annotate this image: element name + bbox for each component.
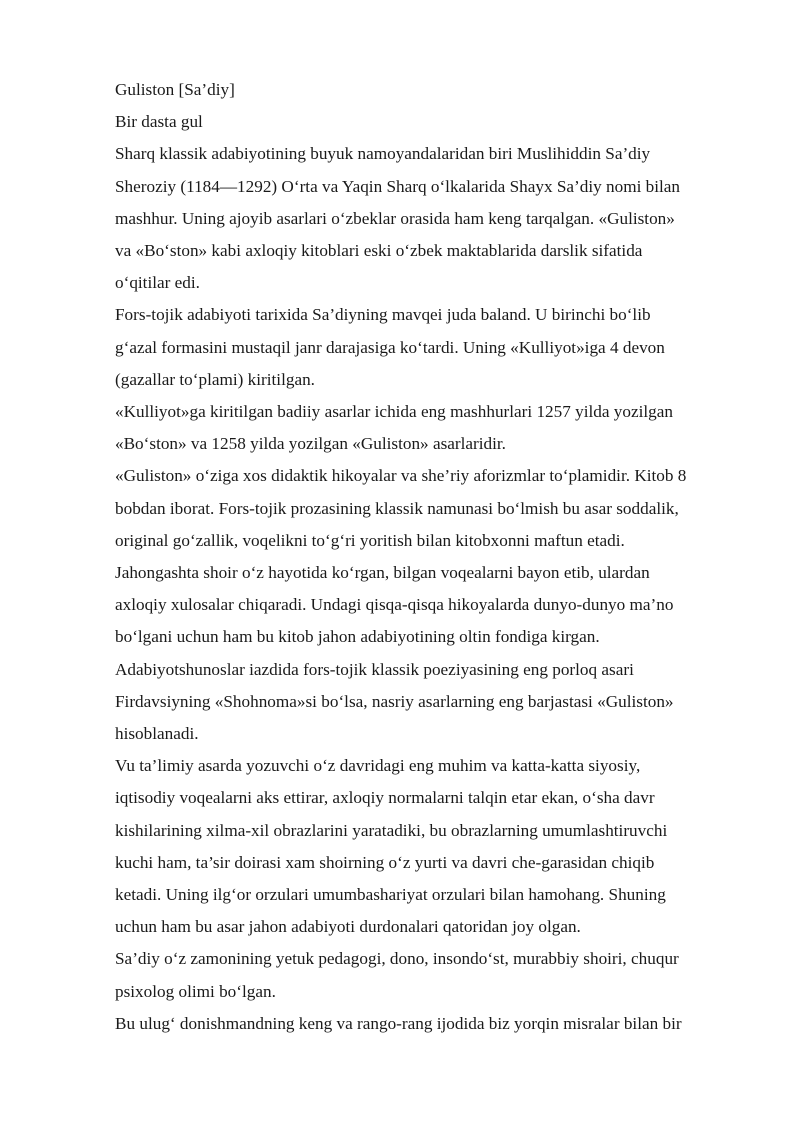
text-line: ketadi. Uning ilg‘or orzulari umumbashariyat orzulari bilan hamohang. Shuning bbox=[115, 885, 666, 905]
text-line: «Guliston» o‘ziga xos didaktik hikoyalar va she’riy aforizmlar to‘plamidir. Kitob 8 bbox=[115, 466, 687, 486]
text-line: psixolog olimi bo‘lgan. bbox=[115, 981, 276, 1001]
text-line: kishilarining xilma-xil obrazlarini yaratadiki, bu obrazlarning umumlashtiruvchi bbox=[115, 820, 668, 840]
text-line: bo‘lgani uchun ham bu kitob jahon adabiyotining oltin fondiga kirgan. bbox=[115, 627, 600, 647]
text-line: uchun ham bu asar jahon adabiyoti durdonalari qatoridan joy olgan. bbox=[115, 917, 581, 937]
text-line: Firdavsiyning «Shohnoma»si bo‘lsa, nasriy asarlarning eng barjastasi «Guliston» bbox=[115, 691, 674, 711]
text-line: Bu ulug‘ donishmandning keng va rango-rang ijodida biz yorqin misralar bilan bir bbox=[115, 1013, 682, 1033]
text-line: g‘azal formasini mustaqil janr darajasiga ko‘tardi. Uning «Kulliyot»iga 4 devon bbox=[115, 337, 665, 357]
text-line: «Kulliyot»ga kiritilgan badiiy asarlar ichida eng mashhurlari 1257 yilda yozilgan bbox=[115, 402, 673, 422]
text-line: (gazallar to‘plami) kiritilgan. bbox=[115, 369, 315, 389]
text-line: va «Bo‘ston» kabi axloqiy kitoblari eski o‘zbek maktablarida darslik sifatida bbox=[115, 241, 643, 261]
document-title: Guliston [Sa’diy] bbox=[115, 80, 235, 99]
text-line: Fors-tojik adabiyoti tarixida Sa’diyning mavqei juda baland. U birinchi bo‘lib bbox=[115, 305, 651, 325]
text-line: o‘qitilar edi. bbox=[115, 273, 200, 293]
text-line: Jahongashta shoir o‘z hayotida ko‘rgan, bilgan voqealarni bayon etib, ulardan bbox=[115, 563, 650, 583]
text-line: kuchi ham, ta’sir doirasi xam shoirning o‘z yurti va davri che-garasidan chiqib bbox=[115, 852, 655, 872]
text-line: Sheroziy (1184—1292) O‘rta va Yaqin Sharq o‘lkalarida Shayx Sa’diy nomi bilan bbox=[115, 176, 681, 196]
text-line: «Bo‘ston» va 1258 yilda yozilgan «Guliston» asarlaridir. bbox=[115, 434, 506, 454]
text-line: Sharq klassik adabiyotining buyuk namoyandalaridan biri Muslihiddin Sa’diy bbox=[115, 144, 651, 164]
text-line: original go‘zallik, voqelikni to‘g‘ri yoritish bilan kitobxonni maftun etadi. bbox=[115, 530, 625, 550]
text-line: hisoblanadi. bbox=[115, 724, 199, 744]
text-line: Adabiyotshunoslar iazdida fors-tojik klassik poeziyasining eng porloq asari bbox=[115, 659, 634, 679]
text-line: axloqiy xulosalar chiqaradi. Undagi qisqa-qisqa hikoyalarda dunyo-dunyo ma’no bbox=[115, 595, 674, 615]
text-line: bobdan iborat. Fors-tojik prozasining klassik namunasi bo‘lmish bu asar soddalik, bbox=[115, 498, 679, 518]
text-line: Sa’diy o‘z zamonining yetuk pedagogi, dono, insondo‘st, murabbiy shoiri, chuqur bbox=[115, 949, 679, 969]
document-subtitle: Bir dasta gul bbox=[115, 112, 203, 132]
text-line: mashhur. Uning ajoyib asarlari o‘zbeklar orasida ham keng tarqalgan. «Guliston» bbox=[115, 208, 675, 228]
document-page bbox=[115, 74, 755, 1040]
text-line: iqtisodiy voqealarni aks ettirar, axloqiy normalarni talqin etar ekan, o‘sha davr bbox=[115, 788, 655, 808]
text-line: Vu ta’limiy asarda yozuvchi o‘z davridagi eng muhim va katta-katta siyosiy, bbox=[115, 756, 641, 776]
